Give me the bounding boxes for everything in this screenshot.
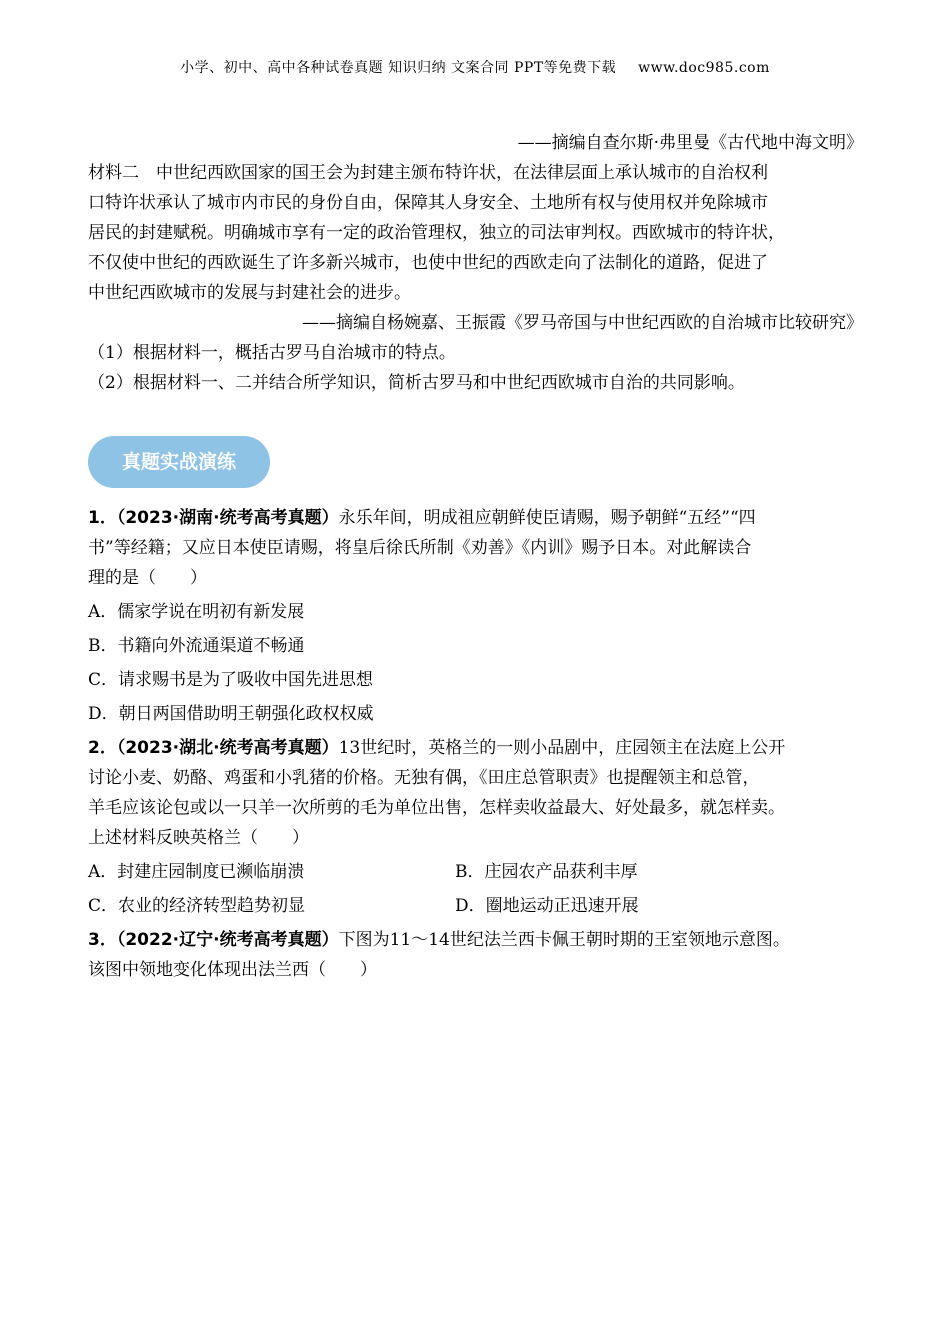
material-line: 口特许状承认了城市内市民的身份自由，保障其人身安全、土地所有权与使用权并免除城市 <box>88 193 768 213</box>
material-line: 材料二 中世纪西欧国家的国王会为封建主颁布特许状，在法律层面上承认城市的自治权利 <box>88 163 768 183</box>
question-text: 该图中领地变化体现出法兰西（ ） <box>88 960 377 980</box>
material-line: 不仅使中世纪的西欧诞生了许多新兴城市，也使中世纪的西欧走向了法制化的道路，促进了 <box>88 253 768 273</box>
section-title-badge: 真题实战演练 <box>88 436 270 488</box>
question-1 <box>88 503 863 729</box>
citation-1: ——摘编自查尔斯·弗里曼《古代地中海文明》 <box>517 133 863 153</box>
material-line: 居民的封建赋税。明确城市享有一定的政治管理权，独立的司法审判权。西欧城市的特许状， <box>88 223 785 243</box>
question-source: （2022·辽宁·统考高考真题） <box>116 930 339 950</box>
material-line: 中世纪西欧城市的发展与封建社会的进步。 <box>88 283 411 303</box>
question-text: 书”等经籍；又应日本使臣请赐，将皇后徐氏所制《劝善》《内训》赐予日本。对此解读合 <box>88 538 752 558</box>
question-text: 上述材料反映英格兰（ ） <box>88 828 309 848</box>
header-site: www.doc985.com <box>638 60 770 76</box>
sub-question-1: （1）根据材料一，概括古罗马自治城市的特点。 <box>88 343 456 363</box>
question-number: 3． <box>88 930 117 950</box>
citation-2: ——摘编自杨婉嘉、王振霞《罗马帝国与中世纪西欧的自治城市比较研究》 <box>302 313 863 333</box>
option-c: C．农业的经济转型趋势初显 <box>88 896 306 916</box>
question-text: 下图为11～14世纪法兰西卡佩王朝时期的王室领地示意图。 <box>338 930 790 950</box>
question-source: （2023·湖北·统考高考真题） <box>116 738 339 758</box>
material-section <box>88 128 863 398</box>
sub-question-2: （2）根据材料一、二并结合所学知识，简析古罗马和中世纪西欧城市自治的共同影响。 <box>88 373 745 393</box>
option-c: C．请求赐书是为了吸收中国先进思想 <box>88 670 374 690</box>
question-3 <box>88 925 863 985</box>
question-number: 1． <box>88 508 117 528</box>
option-a: A．儒家学说在明初有新发展 <box>88 602 305 622</box>
question-source: （2023·湖南·统考高考真题） <box>116 508 339 528</box>
question-number: 2． <box>88 738 117 758</box>
question-text: 13世纪时，英格兰的一则小品剧中，庄园领主在法庭上公开 <box>338 738 786 758</box>
option-a: A．封建庄园制度已濒临崩溃 <box>88 862 305 882</box>
header-text: 小学、初中、高中各种试卷真题 知识归纳 文案合同 PPT等免费下载 <box>180 60 617 76</box>
option-b: B．庄园农产品获利丰厚 <box>455 862 638 882</box>
question-text: 羊毛应该论包或以一只羊一次所剪的毛为单位出售，怎样卖收益最大、好处最多，就怎样卖。 <box>88 798 785 818</box>
option-d: D．朝日两国借助明王朝强化政权权威 <box>88 704 374 724</box>
option-b: B．书籍向外流通渠道不畅通 <box>88 636 305 656</box>
question-2 <box>88 733 863 921</box>
option-d: D．圈地运动正迅速开展 <box>455 896 639 916</box>
question-text: 永乐年间，明成祖应朝鲜使臣请赐，赐予朝鲜“五经”“四 <box>338 508 756 528</box>
page-header <box>0 57 950 77</box>
question-text: 讨论小麦、奶酪、鸡蛋和小乳猪的价格。无独有偶，《田庄总管职责》也提醒领主和总管， <box>88 768 760 788</box>
question-list <box>88 503 863 985</box>
question-text: 理的是（ ） <box>88 568 207 588</box>
